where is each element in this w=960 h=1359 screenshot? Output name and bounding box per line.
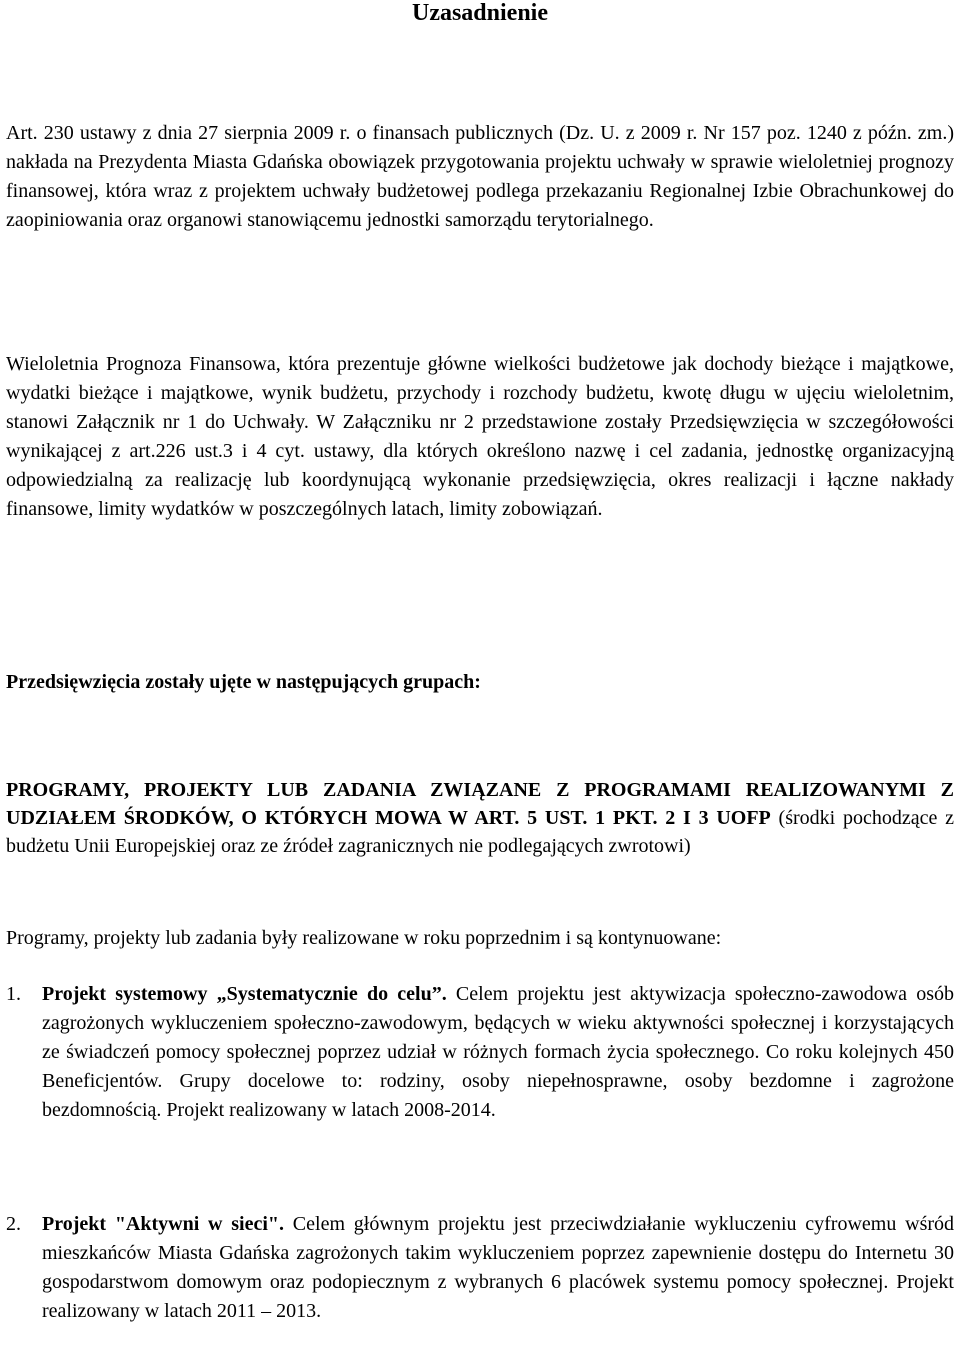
list-item-number: 2. (6, 1213, 21, 1235)
group-heading-description: (środki pochodzące z budżetu Unii Europejskiej oraz ze źródeł zagranicznych nie podlegających zwrotowi) (6, 807, 954, 857)
group-heading-bold: PROGRAMY, PROJEKTY LUB ZADANIA ZWIĄZANE Z PROGRAMAMI REALIZOWANYMI Z UDZIAŁEM ŚRODKÓW, O KTÓRYCH MOWA W ART. 5 UST. 1 PKT. 2 I 3 UOFP (6, 779, 954, 829)
list-item-title: Projekt "Aktywni w sieci". (42, 1213, 285, 1235)
list-item-body (42, 980, 954, 1125)
list-item-title: Projekt systemowy „Systematycznie do celu”. (42, 983, 447, 1005)
list-item (6, 1210, 954, 1326)
list-item-text: Celem projektu jest aktywizacja społeczno-zawodowa osób zagrożonych wykluczeniem społeczno-zawodowym, będących w wieku aktywności społecznej i korzystających ze świadczeń pomocy społecznej poprzez udział w różnych formach życia społecznego. Co roku kolejnych 450 Beneficjentów. Grupy docelowe to: rodziny, osoby niepełnosprawne, osoby bezdomne i zagrożone bezdomnością. Projekt realizowany w latach 2008-2014. (42, 983, 955, 1121)
group-heading (6, 776, 954, 860)
list-item-body (42, 1210, 954, 1326)
paragraph-legal-basis: Art. 230 ustawy z dnia 27 sierpnia 2009 r. o finansach publicznych (Dz. U. z 2009 r. Nr 157 poz. 1240 z późn. zm.) nakłada na Prezydenta Miasta Gdańska obowiązek przygotowania projektu uchwały w sprawie wieloletniej prognozy finansowej, która wraz z projektem uchwały budżetowej podlega przekazaniu Regionalnej Izbie Obrachunkowej do zaopiniowania oraz organowi stanowiącemu jednostki samorządu terytorialnego. (6, 122, 954, 231)
list-item-number: 1. (6, 983, 21, 1005)
document-title: Uzasadnienie (411, 0, 548, 26)
list-item (6, 980, 954, 1125)
section-heading: Przedsięwzięcia zostały ujęte w następujących grupach: (6, 671, 481, 693)
paragraph-wpf-description: Wieloletnia Prognoza Finansowa, która prezentuje główne wielkości budżetowe jak dochody bieżące i majątkowe, wydatki bieżące i majątkowe, wynik budżetu, przychody i rozchody budżetu, kwotę długu w ujęciu wieloletnim, stanowi Załącznik nr 1 do Uchwały. W Załączniku nr 2 przedstawione zostały Przedsięwzięcia w szczegółowości wynikającej z art.226 ust.3 i 4 cyt. ustawy, dla których określono nazwę i cel zadania, jednostkę organizacyjną odpowiedzialną za realizację lub koordynującą wykonanie przedsięwzięcia, okres realizacji i łączne nakłady finansowe, limity wydatków w poszczególnych latach, limity zobowiązań. (6, 353, 954, 520)
continuation-intro: Programy, projekty lub zadania były realizowane w roku poprzednim i są kontynuowane: (6, 927, 722, 949)
list-item-text: Celem głównym projektu jest przeciwdziałanie wykluczeniu cyfrowemu wśród mieszkańców Miasta Gdańska zagrożonych takim wykluczeniem poprzez zapewnienie dostępu do Internetu 30 gospodarstwom domowym oraz podopiecznym z wybranych 6 placówek systemu pomocy społecznej. Projekt realizowany w latach 2011 – 2013. (42, 1213, 955, 1322)
